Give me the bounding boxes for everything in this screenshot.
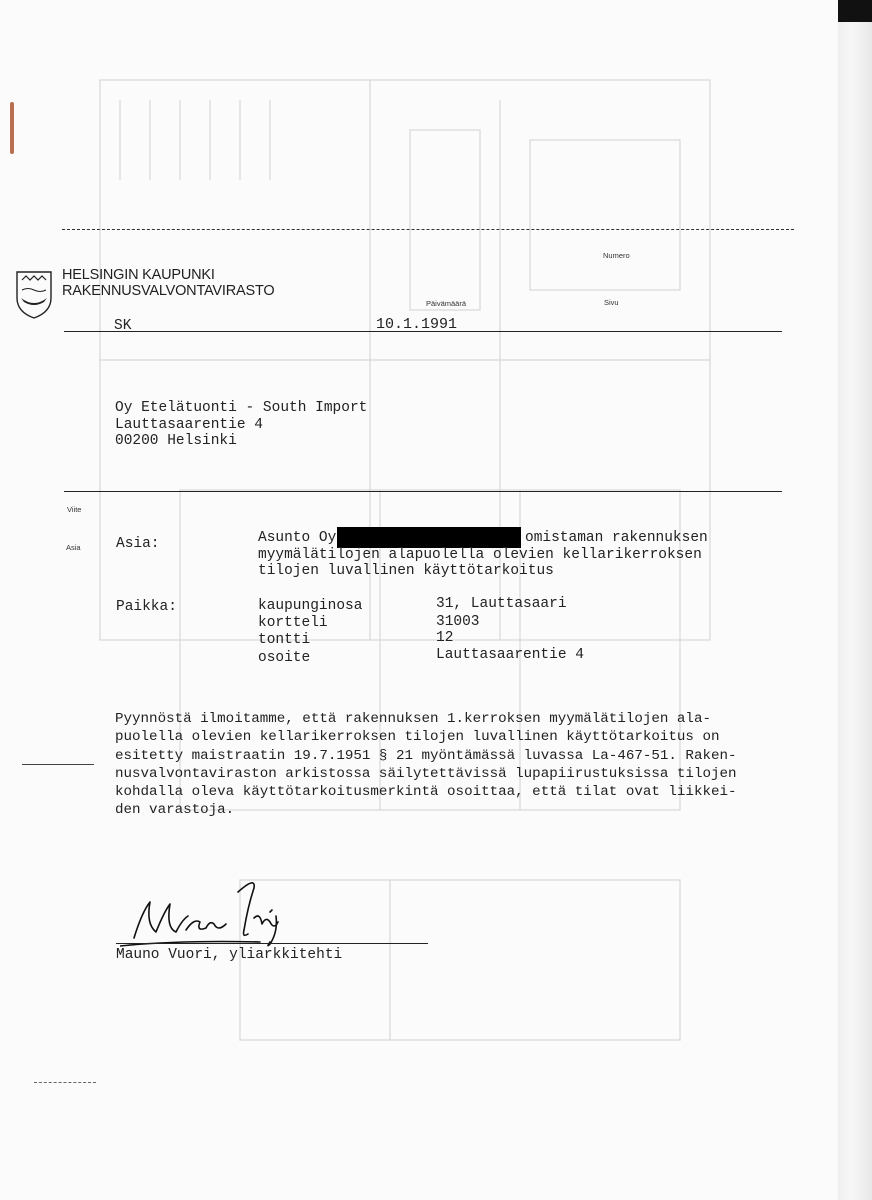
- location-value-kortteli: 31003: [436, 614, 480, 630]
- handwritten-signature-icon: [120, 872, 420, 950]
- signature-rule: [116, 943, 428, 944]
- letter-body: [115, 710, 735, 820]
- sivu-label: Sivu: [604, 298, 619, 307]
- asia-small-label: Asia: [66, 543, 81, 552]
- asia-label: Asia:: [116, 536, 160, 552]
- helsinki-coat-of-arms-icon: [14, 268, 54, 320]
- recipient-line1: Oy Etelätuonti - South Import: [115, 400, 368, 416]
- org-name-line2: RAKENNUSVALVONTAVIRASTO: [62, 283, 275, 299]
- margin-mark: [22, 764, 94, 765]
- signer-name-title: Mauno Vuori, yliarkkitehti: [116, 947, 343, 963]
- body-line: puolella olevien kellarikerroksen tilojen luvallinen käyttötarkoitus on: [115, 729, 720, 746]
- body-line: den varastoja.: [115, 802, 235, 819]
- location-value-tontti: 12: [436, 630, 454, 646]
- location-value-osoite: Lauttasaarentie 4: [436, 647, 584, 663]
- viite-label: Viite: [67, 505, 82, 514]
- header-rule: [64, 331, 782, 332]
- scanner-shadow: [838, 0, 872, 22]
- subject-line1-end: omistaman rakennuksen: [525, 530, 708, 546]
- redacted-company-name: [337, 527, 521, 548]
- location-value-kaupunginosa: 31, Lauttasaari: [436, 596, 567, 612]
- letter-date: 10.1.1991: [376, 316, 458, 333]
- location-key-kortteli: kortteli: [258, 615, 328, 631]
- bottom-tick-mark: [34, 1082, 96, 1083]
- reference-code: SK: [114, 318, 132, 334]
- body-line: esitetty maistraatin 19.7.1951 § 21 myöntämässä luvassa La-467-51. Raken-: [115, 747, 737, 764]
- location-key-tontti: tontti: [258, 632, 311, 648]
- address-rule: [64, 491, 782, 492]
- numero-label: Numero: [603, 251, 630, 260]
- body-line: kohdalla oleva käyttötarkoitusmerkintä osoittaa, että tilat ovat liikkei-: [115, 784, 737, 801]
- body-line: Pyynnöstä ilmoitamme, että rakennuksen 1.kerroksen myymälätilojen ala-: [115, 711, 711, 727]
- top-fold-line: [62, 229, 794, 230]
- location-key-osoite: osoite: [258, 650, 311, 666]
- recipient-line3: 00200 Helsinki: [115, 433, 237, 449]
- org-name-line1: HELSINGIN KAUPUNKI: [62, 267, 215, 283]
- recipient-line2: Lauttasaarentie 4: [115, 417, 263, 433]
- paivamaara-label: Päivämäärä: [426, 299, 467, 308]
- subject-line1-start: Asunto Oy: [258, 530, 337, 546]
- paikka-label: Paikka:: [116, 599, 177, 615]
- body-line: nusvalvontaviraston arkistossa säilytettävissä lupapiirustuksissa tilojen: [115, 765, 737, 782]
- subject-line2: myymälätilojen alapuolella olevien kellarikerroksen: [258, 547, 702, 563]
- subject-line3: tilojen luvallinen käyttötarkoitus: [258, 563, 554, 579]
- underlying-page-edge: [838, 0, 872, 1200]
- location-key-kaupunginosa: kaupunginosa: [258, 598, 363, 614]
- staple-mark: [10, 102, 14, 154]
